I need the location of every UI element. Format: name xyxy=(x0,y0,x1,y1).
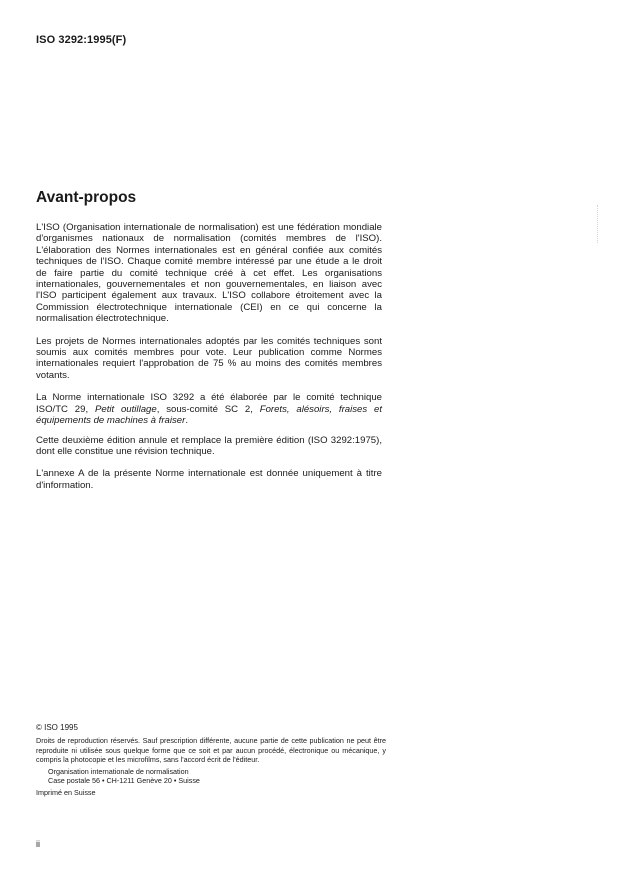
publisher-organization: Organisation internationale de normalisation xyxy=(48,766,189,776)
copyright-block xyxy=(36,723,386,798)
paragraph-iso-description: L'ISO (Organisation internationale de normalisation) est une fédération mondiale d'organismes nationaux de normalisation (comités membres de l'ISO). L'élaboration des Normes internationales est en général confiée aux comités techniques de l'ISO. Chaque comité membre intéressé par une étude a le droit de faire partie du comité technique créé à cet effet. Les organisations internationales, gouvernementales et non gouvernementales, en liaison avec l'ISO participent également aux travaux. L'ISO collabore étroitement avec la Commission électrotechnique internationale (CEI) en ce qui concerne la normalisation électrotechnique. xyxy=(36,222,382,325)
committee-text-2: , sous-comité SC 2, xyxy=(156,403,260,415)
committee-text-3: . xyxy=(185,415,188,427)
section-title: Avant-propos xyxy=(36,189,137,206)
subcommittee-name: Forets, alésoirs, fraises et équipements de machines à fraiser xyxy=(36,403,382,427)
foreword-body xyxy=(36,222,382,502)
document-reference: ISO 3292:1995(F) xyxy=(36,34,127,46)
margin-mark xyxy=(597,205,599,243)
paragraph-voting: Les projets de Normes internationales adoptés par les comités techniques sont soumis aux comités membres pour vote. Leur publication comme Normes internationales requiert l'approbation de 75 % au moins des comités membres votants. xyxy=(36,335,382,381)
committee-name: Petit outillage xyxy=(94,403,157,415)
page-number: ii xyxy=(36,839,40,849)
publisher-address: Case postale 56 • CH-1211 Genève 20 • Suisse xyxy=(48,776,200,786)
committee-text-1: La Norme internationale ISO 3292 a été élaborée par le comité technique ISO/TC 29, xyxy=(36,392,382,415)
paragraph-committee xyxy=(36,392,382,426)
printed-in: Imprimé en Suisse xyxy=(36,788,96,798)
copyright-symbol-line: © ISO 1995 xyxy=(36,723,78,732)
copyright-rights: Droits de reproduction réservés. Sauf prescription différente, aucune partie de cette publication ne peut être reproduite ni utilisée sous quelque forme que ce soit et par aucun procédé, électronique ou mécanique, y compris la photocopie et les microfilms, sans l'accord écrit de l'éditeur. xyxy=(36,736,386,765)
paragraph-annex: L'annexe A de la présente Norme internationale est donnée uniquement à titre d'information. xyxy=(36,468,382,491)
paragraph-edition: Cette deuxième édition annule et remplace la première édition (ISO 3292:1975), dont elle constitue une révision technique. xyxy=(36,434,382,457)
